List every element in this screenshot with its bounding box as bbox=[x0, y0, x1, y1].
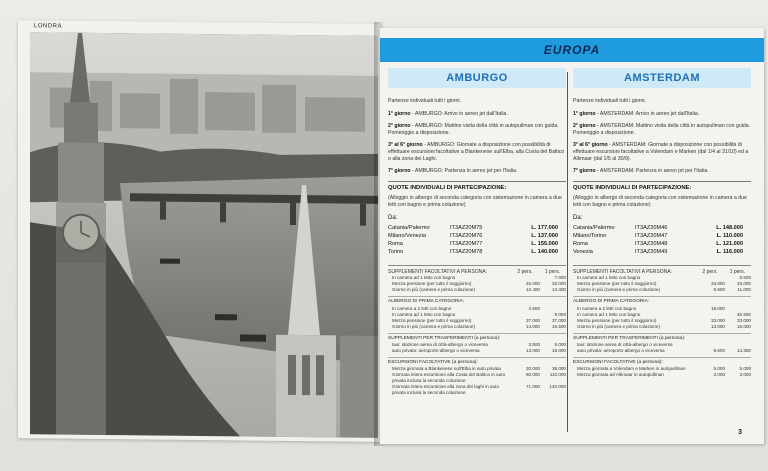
supp-row: Mezza pensione (per tutto il soggiorno) 37.000 37.000 bbox=[392, 317, 566, 323]
price-row: Catania/Palermo IT3AZ20M75 L. 177.000 bbox=[388, 225, 558, 232]
amburgo-group-title: SUPPLEMENTI PER TRASFERIMENTI (a persona): bbox=[388, 333, 566, 342]
supp-row: Giornata intera escursione alla Costa del Baltico in auto privata inclusa la seconda colazione 60.000 110.000 bbox=[392, 372, 566, 384]
price-row: Venezia IT3AZ20M49 L. 116.000 bbox=[573, 249, 743, 256]
amburgo-day-2: 2° giorno - AMBURGO: Mattino visita della città in autopullman con guida. Pomeriggio a disposizione. bbox=[388, 123, 559, 137]
supp-row: Giorno in più (camera e prima colazione) 13.000 15.000 bbox=[577, 323, 751, 329]
region-banner: EUROPA bbox=[380, 38, 764, 62]
amsterdam-column bbox=[573, 68, 751, 378]
amsterdam-group-title: ALBERGO DI PRIMA CATEGORIA: bbox=[573, 296, 751, 305]
supp-row: Mezza pensione (per tutto il soggiorno) 33.000 33.000 bbox=[577, 317, 751, 323]
price-row: Milano/Venezia IT3AZ20M76 L. 137.000 bbox=[388, 233, 558, 240]
supp-row: In camera ad 1 letto con bagno 45.500 bbox=[577, 311, 751, 317]
amsterdam-day-2: 2° giorno - AMSTERDAM: Mattino visita della città in autopullman con guida. Pomeriggio a disposizione. bbox=[573, 123, 751, 137]
left-page bbox=[18, 20, 380, 442]
amburgo-day-7: 7° giorno - AMBURGO: Partenza in aereo jet per l'Italia. bbox=[388, 168, 518, 175]
amsterdam-intro: Partenze individuali tutti i giorni. bbox=[573, 98, 646, 104]
amburgo-column bbox=[388, 68, 566, 396]
supp-row: Mezza pensione (per tutto il soggiorno) 33.000 33.000 bbox=[577, 281, 751, 287]
amsterdam-supp-header: SUPPLEMENTI FACOLTATIVI A PERSONA: 2 pers. 1 pers. bbox=[573, 265, 751, 276]
amsterdam-quote-title: QUOTE INDIVIDUALI DI PARTECIPAZIONE: bbox=[573, 181, 751, 193]
supp-row: Mezza giornata a Volendam e Marken in autopullman 5.000 5.000 bbox=[577, 366, 751, 372]
amburgo-intro: Partenze individuali tutti i giorni. bbox=[388, 98, 461, 104]
amburgo-day-3: 3° al 6° giorno - AMBURGO: Giornate a disposizione con possibilità di effettuare escursioni facoltative a Blankenese sull'Elba, alla Costa del Baltico o alla zona dei Laghi. bbox=[388, 142, 565, 163]
supp-row: Giorno in più (camera e prima colazione) 14.000 16.500 bbox=[392, 323, 566, 329]
amburgo-da-label: Da: bbox=[388, 214, 398, 221]
supp-row: taxi: stazione serea di città-albergo o viceversa bbox=[577, 341, 673, 347]
supp-row: Giorno in più (camera e prima colazione) 12.400 14.400 bbox=[392, 287, 566, 293]
price-row: Roma IT3AZ20M48 L. 121.000 bbox=[573, 241, 743, 248]
supp-row: In camera a 2 letti con bagno 19.000 bbox=[577, 305, 725, 311]
supp-row: Mezza giornata a Blankenese sull'Elba in auto privata 30.000 36.000 bbox=[392, 366, 566, 372]
supp-row: auto privata: aeroporto-albergo o viceversa 9.600 14.300 bbox=[577, 347, 751, 353]
amsterdam-day-3: 3° al 6° giorno - AMSTERDAM: Giornate a disposizione con possibilità di effettuare escursioni facoltative a Volendam e Marken (dal 1/4 al 31/10) ed a Alkmaar (dal 1/5 al 30/9). bbox=[573, 142, 749, 163]
amsterdam-quote-note: (Alloggio in albergo di seconda categoria con sistemazione in camera a due letti con bagno e prima colazione) bbox=[573, 194, 747, 208]
price-row: Roma IT3AZ20M77 L. 155.000 bbox=[388, 241, 558, 248]
amsterdam-title: AMSTERDAM bbox=[573, 68, 751, 88]
supp-row: Giorno in più (camera e prima colazione) 9.500 11.000 bbox=[577, 287, 751, 293]
amburgo-supp-header: SUPPLEMENTI FACOLTATIVI A PERSONA: 2 pers. 1 pers. bbox=[388, 265, 566, 276]
right-page bbox=[380, 28, 764, 444]
amsterdam-group-title: ESCURSIONI FACOLTATIVE (a persona): bbox=[573, 357, 751, 366]
amsterdam-day-7: 7° giorno - AMSTERDAM: Partenza in aereo jet per l'Italia. bbox=[573, 168, 709, 175]
amsterdam-group-title: SUPPLEMENTI PER TRASFERIMENTI (a persona): bbox=[573, 333, 751, 342]
amburgo-quote-note: (Alloggio in albergo di seconda categoria con sistemazione in camera a due letti con bagno e prima colazione) bbox=[388, 194, 562, 208]
supp-row: taxi: stazione aerea di città-albergo o viceversa 3.500 5.000 bbox=[392, 341, 566, 347]
amburgo-title: AMBURGO bbox=[388, 68, 566, 88]
supp-row: In camera ad 1 letto con bagno 9.500 bbox=[577, 275, 751, 281]
amburgo-quote-title: QUOTE INDIVIDUALI DI PARTECIPAZIONE: bbox=[388, 181, 566, 193]
london-skyline-illustration bbox=[30, 32, 378, 438]
supp-row: Giornata intera escursione alla zona dei laghi in auto privata inclusa la seconda colazione 71.000 140.000 bbox=[392, 384, 566, 396]
supp-row: Mezza pensione (per tutto il soggiorno) 32.000 32.000 bbox=[392, 281, 566, 287]
price-row: Torino IT3AZ20M78 L. 140.000 bbox=[388, 249, 558, 256]
photo-caption: LONDRA bbox=[34, 23, 63, 30]
amsterdam-day-1: 1° giorno - AMSTERDAM: Arrivo in aereo jet dall'Italia. bbox=[573, 111, 700, 118]
page-number: 3 bbox=[738, 429, 742, 436]
price-row: Milano/Torino IT3AZ20M47 L. 110.000 bbox=[573, 233, 743, 240]
supp-row: In camera ad 1 letto con bagno 9.000 bbox=[392, 311, 566, 317]
supp-row: In camera a 2 letti con bagno 4.500 bbox=[392, 305, 540, 311]
amburgo-day-1: 1° giorno - AMBURGO: Arrivo in aereo jet dall'Italia. bbox=[388, 111, 508, 118]
price-row: Catania/Palermo IT3AZ20M46 L. 148.000 bbox=[573, 225, 743, 232]
amburgo-group-title: ESCURSIONI FACOLTATIVE (a persona): bbox=[388, 357, 566, 366]
supp-row: auto privata: aeroporto-albergo o viceversa 13.000 19.000 bbox=[392, 347, 566, 353]
amsterdam-da-label: Da: bbox=[573, 214, 583, 221]
supp-row: Mezza giornata ad Alkmaar in autopullman 3.000 3.000 bbox=[577, 372, 751, 378]
supp-row: In camera ad 1 letto con bagno 7.000 bbox=[392, 275, 566, 281]
amburgo-group-title: ALBERGO DI PRIMA CATEGORIA: bbox=[388, 296, 566, 305]
column-divider bbox=[567, 72, 568, 432]
london-photo bbox=[30, 32, 378, 438]
